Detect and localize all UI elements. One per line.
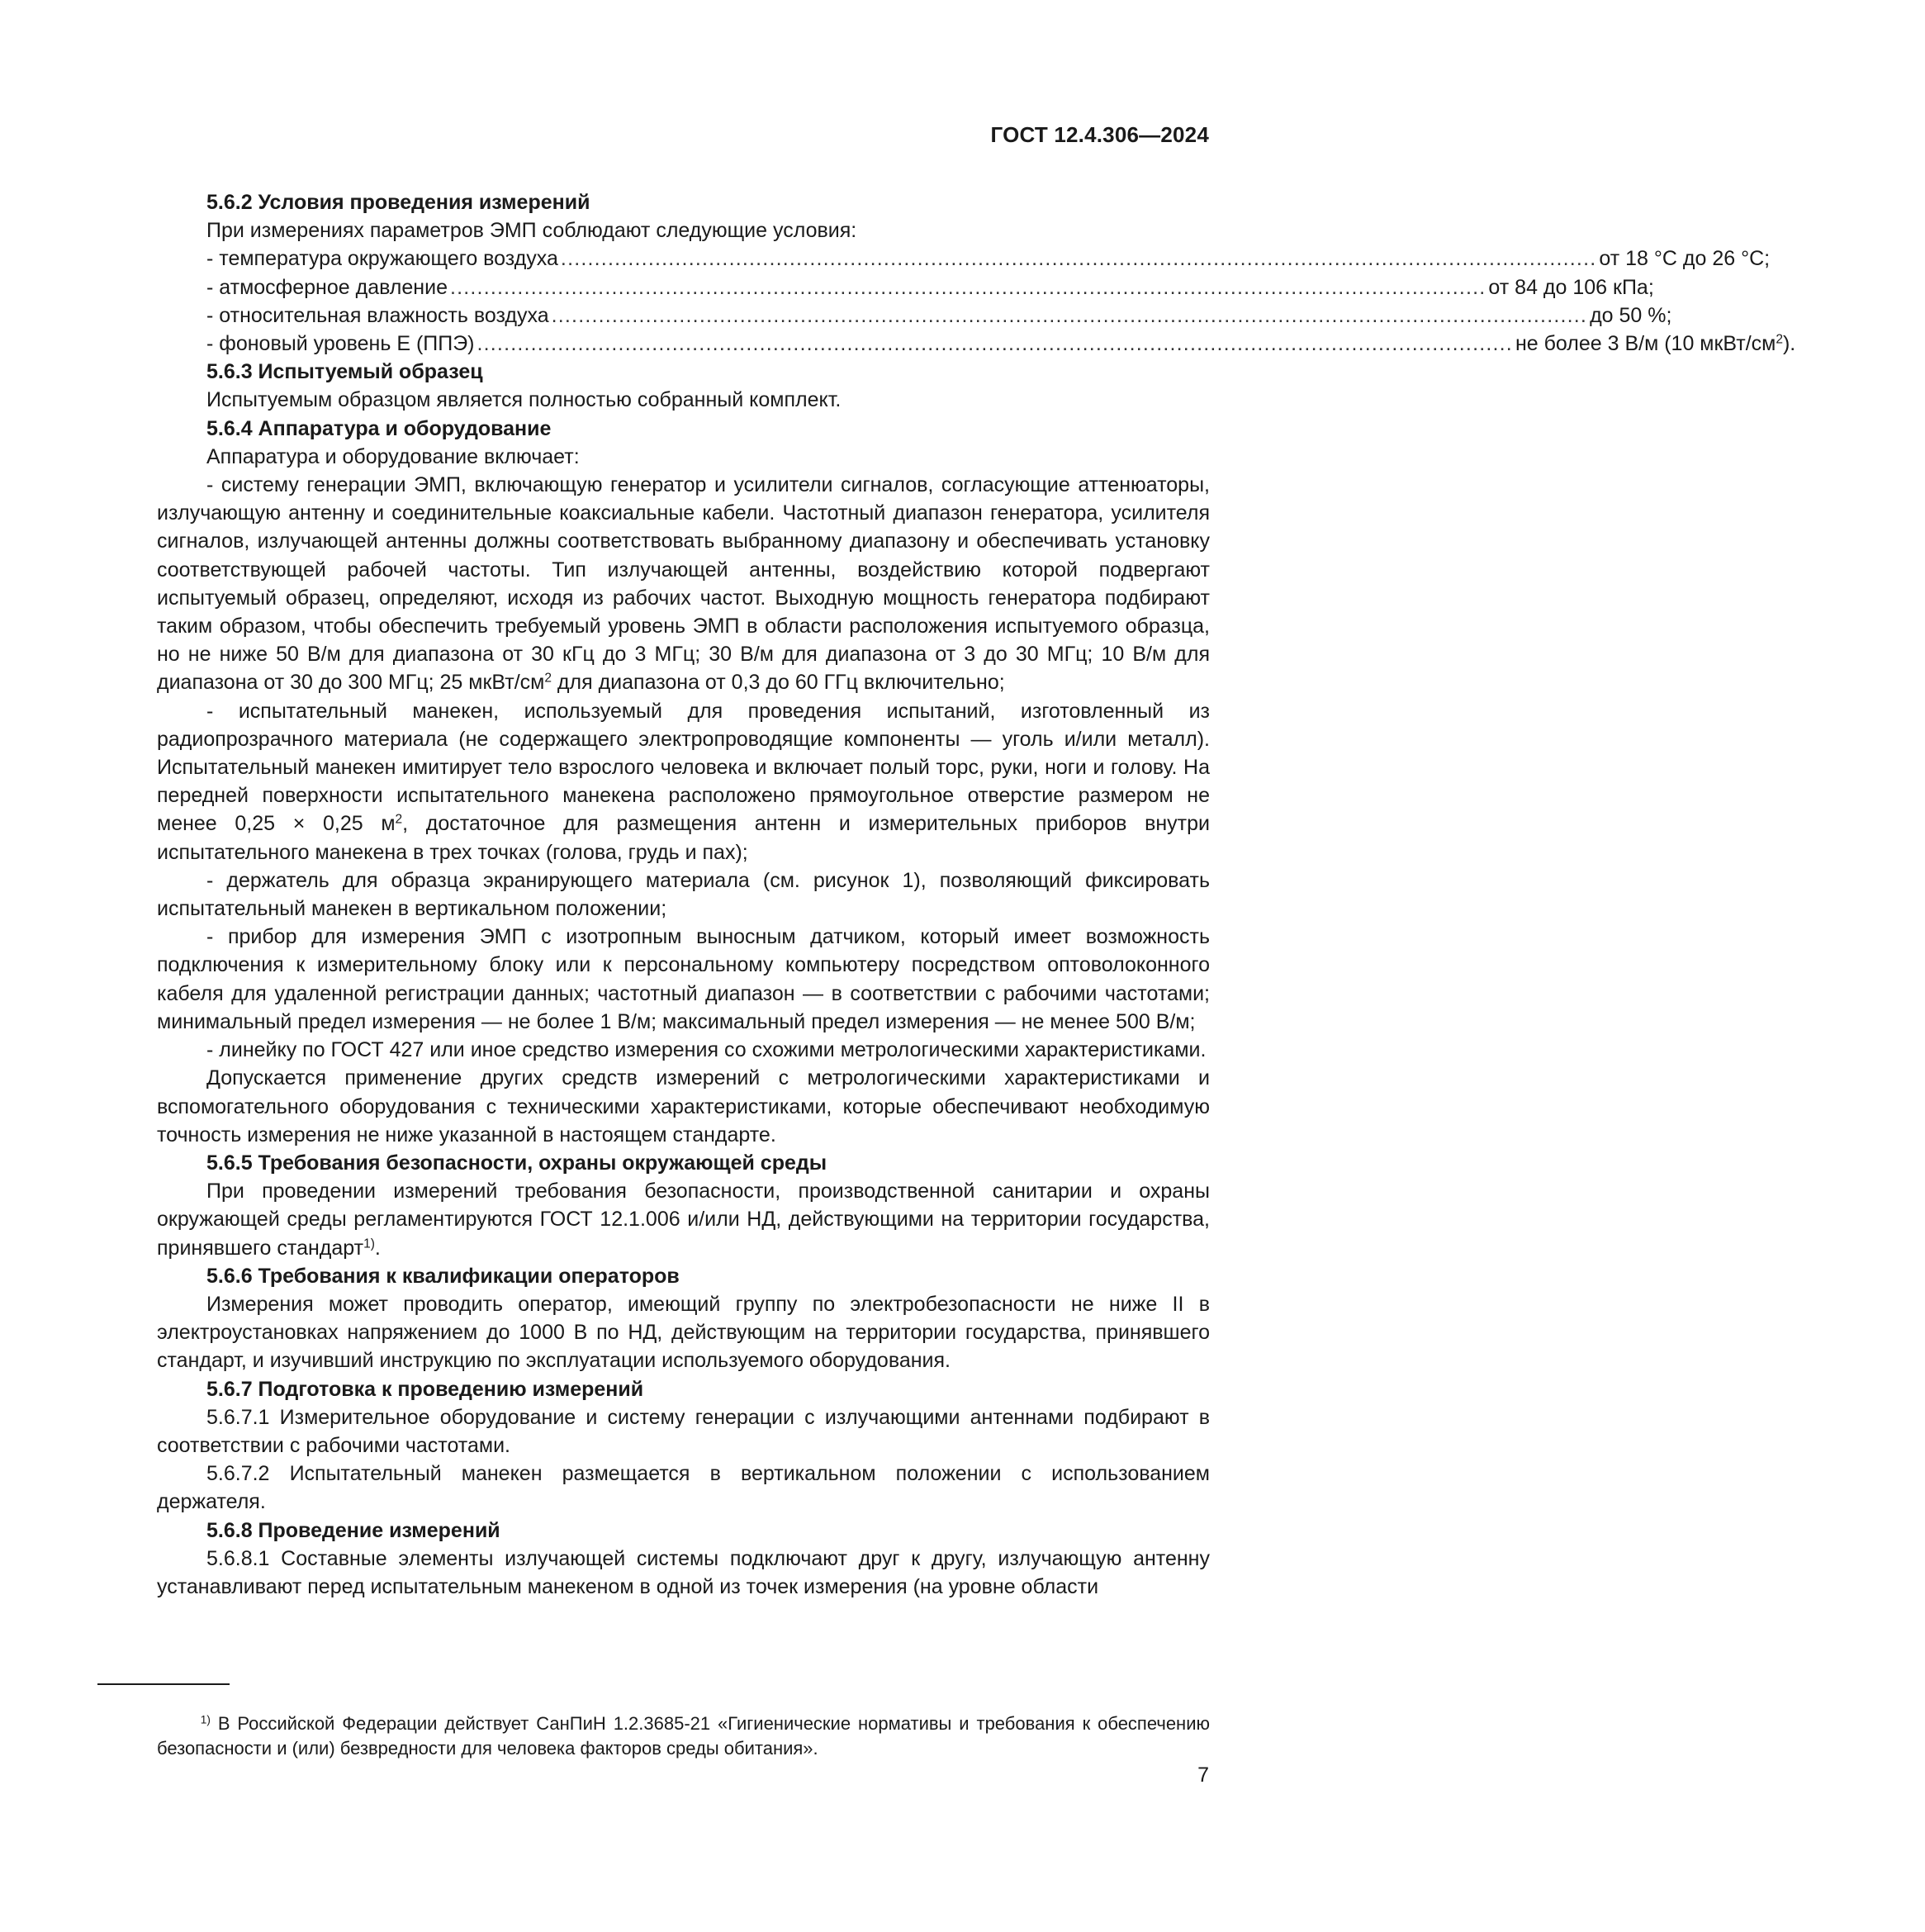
section-5-6-6-title: 5.6.6 Требования к квалификации операторов (206, 1264, 680, 1288)
paragraph-5-6-8-1: 5.6.8.1 Составные элементы излучающей системы подключают друг к другу, излучающую антенну устанавливают перед испытательным манекеном в одной из точек измерения (на уровне области (157, 1546, 1210, 1598)
condition-value: до 50 %; (1590, 303, 1672, 327)
footnote-text: В Российской Федерации действует СанПиН 1.2.3685-21 «Гигиенические нормативы и требования к обеспечению безопасности и (или) безвредности для человека факторов среды обитания». (157, 1713, 1210, 1759)
paragraph-text: При проведении измерений требования безопасности, производственной санитарии и охраны окружающей среды регламентируются ГОСТ 12.1.006 и/или НД, действующими на территории государства, принявшего стандарт (157, 1180, 1210, 1260)
document-header-id: ГОСТ 12.4.306—2024 (990, 122, 1209, 147)
condition-humidity (157, 301, 1672, 330)
section-5-6-8-title: 5.6.8 Проведение измерений (206, 1518, 500, 1542)
condition-label: - атмосферное давление (206, 275, 448, 299)
footnote (157, 1711, 1210, 1761)
page-number: 7 (1197, 1763, 1209, 1787)
superscript: 2 (544, 671, 552, 686)
equipment-item-holder: - держатель для образца экранирующего материала (см. рисунок 1), позволяющий фиксировать испытательный манекен в вертикальном положении; (157, 868, 1210, 921)
condition-value: от 84 до 106 кПа; (1488, 275, 1654, 299)
section-5-6-3-text: Испытуемым образцом является полностью собранный комплект. (206, 388, 842, 412)
section-5-6-5-text (157, 1177, 1210, 1262)
section-5-6-7-title: 5.6.7 Подготовка к проведению измерений (206, 1377, 644, 1401)
dot-leader: .......................................................................................................................................................... (560, 247, 1597, 271)
section-5-6-2-title: 5.6.2 Условия проведения измерений (206, 191, 590, 214)
equipment-item-generation-system (157, 471, 1210, 697)
document-body (157, 188, 1796, 1601)
paragraph-text: - испытательный манекен, используемый для проведения испытаний, изготовленный из радиопрозрачного материала (не содержащего электропроводящие компоненты — уголь и/или металл). Испытательный манекен имитирует тело взрослого человека и включает полый торс, руки, ноги и голову. На передней поверхности испытательного манекена расположено прямоугольное отверстие размером не менее 0,25 × 0,25 м (157, 699, 1210, 836)
value-text: не более 3 В/м (10 мкВт/см (1515, 332, 1776, 356)
condition-label: - температура окружающего воздуха (206, 247, 558, 271)
condition-pressure (157, 273, 1654, 301)
footnote-ref: 1) (363, 1237, 375, 1251)
condition-label: - фоновый уровень Е (ППЭ) (206, 332, 475, 356)
footnote-divider (97, 1683, 230, 1685)
equipment-item-ruler: - линейку по ГОСТ 427 или иное средство измерения со схожими метрологическими характеристиками. (206, 1038, 1207, 1062)
dot-leader: .......................................................................................................................................................... (449, 275, 1486, 299)
section-5-6-3-title: 5.6.3 Испытуемый образец (206, 360, 483, 384)
condition-value: от 18 °С до 26 °С; (1599, 247, 1771, 271)
equipment-allowed-note: Допускается применение других средств измерений с метрологическими характеристиками и вспомогательного оборудования с техническими характеристиками, которые обеспечивают необходимую точность измерения не ниже указанной в настоящем стандарте. (157, 1066, 1210, 1146)
paragraph-text-end: . (374, 1236, 381, 1260)
footnote-mark: 1) (200, 1713, 211, 1726)
section-5-6-4-intro: Аппаратура и оборудование включает: (206, 444, 580, 468)
dot-leader: .......................................................................................................................................................... (551, 303, 1588, 327)
section-5-6-5-title: 5.6.5 Требования безопасности, охраны окружающей среды (206, 1151, 827, 1175)
equipment-item-emf-meter: - прибор для измерения ЭМП с изотропным выносным датчиком, который имеет возможность подключения к измерительному блоку или к персональному компьютеру посредством оптоволоконного кабеля для удаленной регистрации данных; частотный диапазон — в соответствии с рабочими частотами; минимальный предел измерения — не более 1 В/м; максимальный предел измерения — не менее 500 В/м; (157, 925, 1210, 1033)
condition-background-level (157, 330, 1796, 358)
section-5-6-4-title: 5.6.4 Аппаратура и оборудование (206, 416, 552, 440)
paragraph-5-6-7-1: 5.6.7.1 Измерительное оборудование и систему генерации с излучающими антеннами подбирают в соответствии с рабочими частотами. (157, 1405, 1210, 1457)
dot-leader: .......................................................................................................................................................... (477, 332, 1513, 356)
condition-temperature (157, 244, 1771, 273)
superscript: 2 (1776, 332, 1783, 347)
paragraph-text: - систему генерации ЭМП, включающую генератор и усилители сигналов, согласующие аттенюаторы, излучающую антенну и соединительные коаксиальные кабели. Частотный диапазон генератора, усилителя сигналов, излучающей антенны должны соответствовать выбранному диапазону и обеспечивать установку соответствующей рабочей частоты. Тип излучающей антенны, воздействию которой подвергают испытуемый образец, определяют, исходя из рабочих частот. Выходную мощность генератора подбирают таким образом, чтобы обеспечить требуемый уровень ЭМП в области расположения испытуемого образца, но не ниже 50 В/м для диапазона от 30 кГц до 3 МГц; 30 В/м для диапазона от 3 до 30 МГц; 10 В/м для диапазона от 30 до 300 МГц; 25 мкВт/см (157, 473, 1210, 695)
section-5-6-6-text: Измерения может проводить оператор, имеющий группу по электробезопасности не ниже II в электроустановках напряжением до 1000 В по НД, действующим на территории государства, принявшего стандарт, и изучивший инструкцию по эксплуатации используемого оборудования. (157, 1292, 1210, 1373)
condition-label: - относительная влажность воздуха (206, 303, 549, 327)
paragraph-text-end: для диапазона от 0,3 до 60 ГГц включительно; (551, 671, 1005, 695)
equipment-item-mannequin (157, 697, 1210, 866)
paragraph-5-6-7-2: 5.6.7.2 Испытательный манекен размещается в вертикальном положении с использованием держателя. (157, 1462, 1210, 1514)
superscript: 2 (395, 812, 403, 827)
section-5-6-2-intro: При измерениях параметров ЭМП соблюдают следующие условия: (206, 219, 857, 243)
condition-value (1515, 330, 1842, 358)
value-text-end: ). (1782, 332, 1796, 356)
paragraph-text-end: , достаточное для размещения антенн и измерительных приборов внутри испытательного манекена в трех точках (голова, грудь и пах); (157, 812, 1210, 864)
